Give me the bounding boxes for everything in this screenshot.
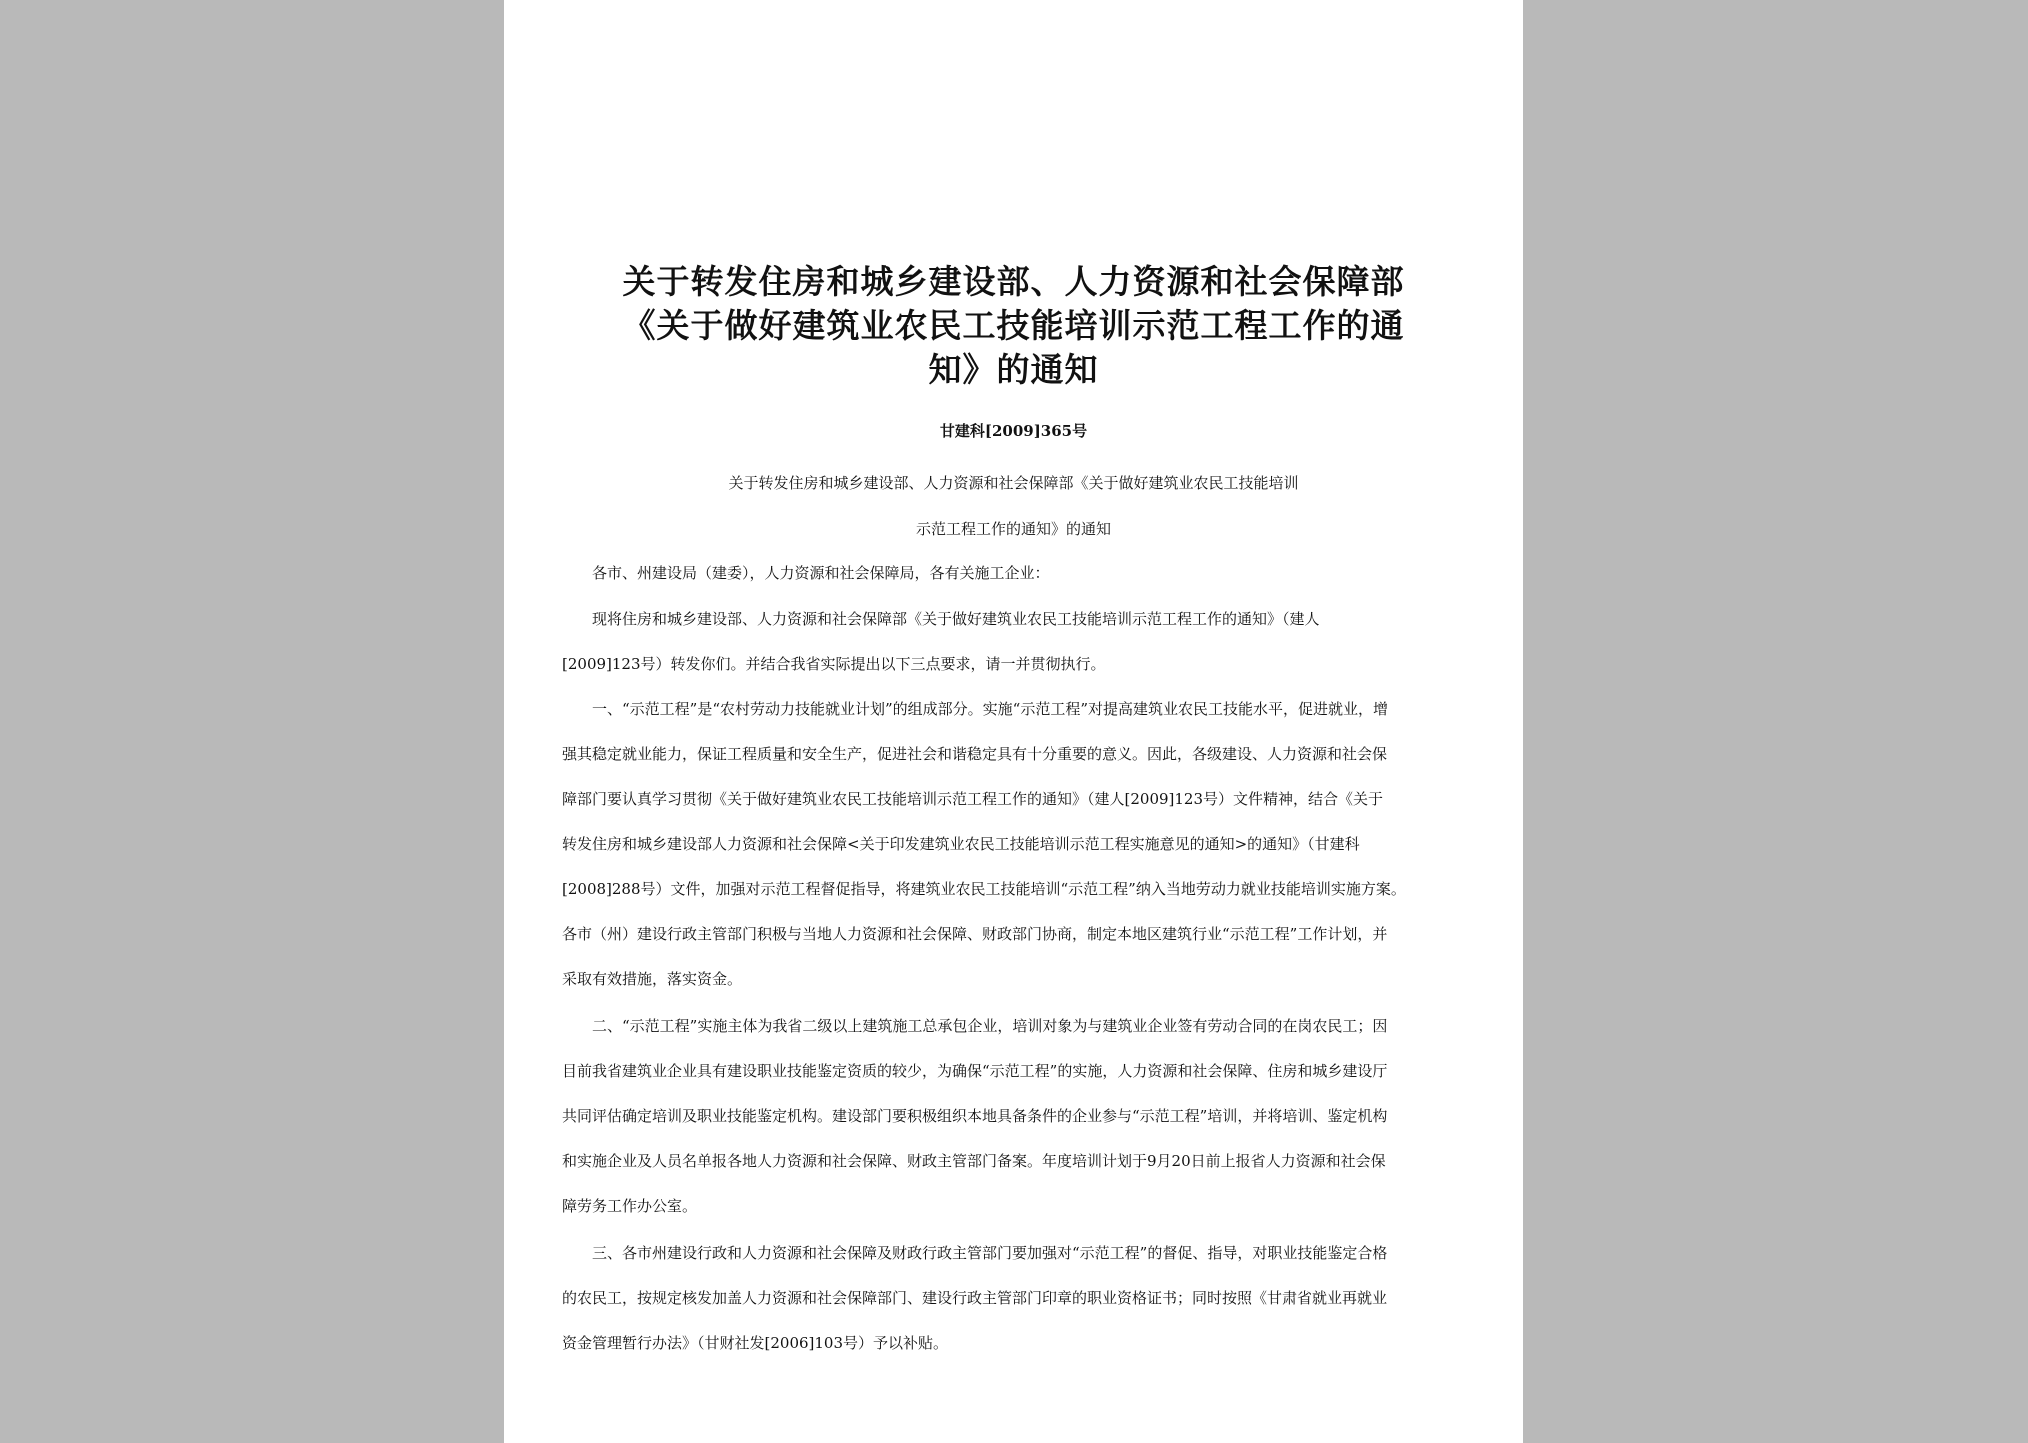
subtitle-line-2: 示范工程工作的通知》的通知 — [915, 520, 1111, 538]
point3-line-3: 资金管理暂行办法》（甘财社发[2006]103号）予以补贴。 — [562, 1334, 949, 1352]
title-line-3: 知》的通知 — [928, 350, 1099, 389]
point1-line-1: 一、“示范工程”是“农村劳动力技能就业计划”的组成部分。实施“示范工程”对提高建筑业农民工技能水平，促进就业，增 — [592, 700, 1389, 718]
point3-line-1: 三、各市州建设行政和人力资源和社会保障及财政行政主管部门要加强对“示范工程”的督促、指导，对职业技能鉴定合格 — [592, 1244, 1388, 1262]
title-line-2: 《关于做好建筑业农民工技能培训示范工程工作的通 — [622, 306, 1405, 345]
intro-line-2: [2009]123号）转发你们。并结合我省实际提出以下三点要求，请一并贯彻执行。 — [562, 655, 1106, 673]
document-page — [504, 0, 1523, 1443]
document-number: 甘建科[2009]365号 — [939, 422, 1088, 440]
subtitle-line-1: 关于转发住房和城乡建设部、人力资源和社会保障部《关于做好建筑业农民工技能培训 — [728, 474, 1299, 492]
title-line-1: 关于转发住房和城乡建设部、人力资源和社会保障部 — [622, 262, 1405, 301]
point1-line-2: 强其稳定就业能力，保证工程质量和安全生产，促进社会和谐稳定具有十分重要的意义。因此，各级建设、人力资源和社会保 — [562, 745, 1388, 763]
point1-line-6: 各市（州）建设行政主管部门积极与当地人力资源和社会保障、财政部门协商，制定本地区建筑行业“示范工程”工作计划，并 — [562, 925, 1388, 943]
point2-line-3: 共同评估确定培训及职业技能鉴定机构。建设部门要积极组织本地具备条件的企业参与“示范工程”培训，并将培训、鉴定机构 — [562, 1107, 1388, 1125]
salutation: 各市、州建设局（建委），人力资源和社会保障局，各有关施工企业： — [592, 564, 1050, 582]
point3-line-2: 的农民工，按规定核发加盖人力资源和社会保障部门、建设行政主管部门印章的职业资格证书；同时按照《甘肃省就业再就业 — [562, 1289, 1388, 1307]
point1-line-7: 采取有效措施，落实资金。 — [562, 970, 743, 988]
intro-line-1: 现将住房和城乡建设部、人力资源和社会保障部《关于做好建筑业农民工技能培训示范工程工作的通知》（建人 — [592, 610, 1320, 628]
point2-line-2: 目前我省建筑业企业具有建设职业技能鉴定资质的较少，为确保“示范工程”的实施，人力资源和社会保障、住房和城乡建设厅 — [562, 1062, 1388, 1080]
point1-line-4: 转发住房和城乡建设部人力资源和社会保障<关于印发建筑业农民工技能培训示范工程实施意见的通知>的通知》（甘建科 — [562, 835, 1360, 853]
document-title — [504, 260, 1523, 392]
point2-line-4: 和实施企业及人员名单报各地人力资源和社会保障、财政主管部门备案。年度培训计划于9月20日前上报省人力资源和社会保 — [562, 1152, 1386, 1170]
point2-line-1: 二、“示范工程”实施主体为我省二级以上建筑施工总承包企业，培训对象为与建筑业企业签有劳动合同的在岗农民工；因 — [592, 1017, 1388, 1035]
point1-line-5: [2008]288号）文件，加强对示范工程督促指导，将建筑业农民工技能培训“示范工程”纳入当地劳动力就业技能培训实施方案。 — [562, 880, 1406, 898]
point2-line-5: 障劳务工作办公室。 — [562, 1197, 698, 1215]
point1-line-3: 障部门要认真学习贯彻《关于做好建筑业农民工技能培训示范工程工作的通知》（建人[2009]123号）文件精神，结合《关于 — [562, 790, 1384, 808]
